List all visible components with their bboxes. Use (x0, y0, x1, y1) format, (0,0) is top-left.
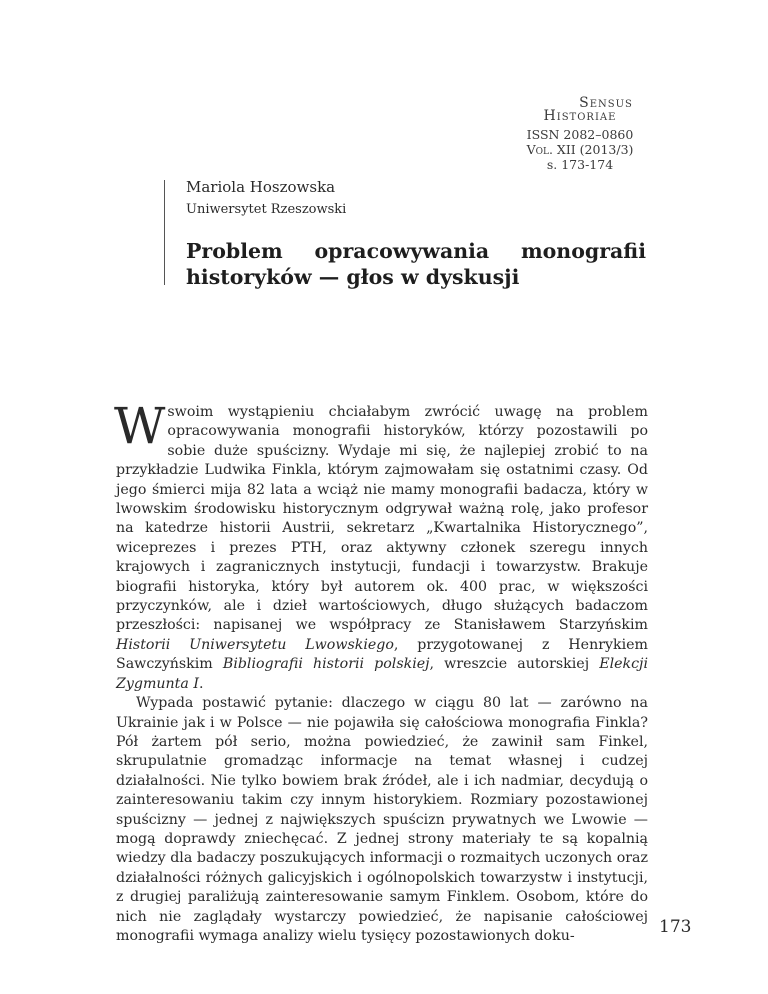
journal-name (500, 97, 660, 123)
journal-header (500, 97, 660, 172)
header-divider (164, 180, 165, 285)
book-title-3: Elekcji Zygmunta I (116, 656, 648, 692)
paragraph-1-text-a: swoim wystąpieniu chciałabym zwrócić uwagę na problem opracowywania monografii historyków, którzy pozostawili po sobie duże spuścizny. Wydaje mi się, że najlepiej zrobić to na przykładzie Ludwika Finkla, którym zajmowałam się ostatnimi czasy. Od jego śmierci mija 82 lata a wciąż nie mamy monografii badacza, który w lwowskim środowisku historycznym odgrywał ważną rolę, jako profesor na katedrze historii Austrii, sekretarz „Kwartalnika Historycznego”, wiceprezes i prezes PTH, oraz aktywny członek szeregu innych krajowych i zagranicznych instytucji, fundacji i towarzystw. Brakuje biografii historyka, który był autorem ok. 400 prac, w większości przyczynków, ale i dzieł wartościowych, długo służących badaczom przeszłości: napisanej we współpracy ze Stanisławem Starzyńskim (116, 404, 648, 634)
page-range: s. 173-174 (546, 157, 614, 172)
page-number: 173 (659, 917, 692, 937)
author-affiliation: Uniwersytet Rzeszowski (186, 202, 347, 217)
paragraph-1 (114, 397, 648, 694)
paragraph-1-text-b: , przygotowanej z Henrykiem Sawczyńskim (116, 636, 648, 673)
journal-meta (500, 127, 660, 172)
paragraph-1-text-c: , wreszcie autorskiej (429, 656, 600, 673)
issn: ISSN 2082–0860 (526, 127, 634, 142)
journal-name-line2: Historiae (543, 108, 617, 124)
author-name: Mariola Hoszowska (186, 178, 336, 196)
drop-cap: W (114, 397, 166, 455)
paragraph-2: Wypada postawić pytanie: dlaczego w ciągu 80 lat — zarówno na Ukrainie jak i w Polsce — nie pojawiła się całościowa monografia Finkla? Pół żartem pół serio, można powiedzieć, że zawinił sam Finkel, skrupulatnie gromadząc informacje na temat własnej i cudzej działalności. Nie tylko bowiem brak źródeł, ale i ich nadmiar, decydują o zainteresowaniu takim czy innym historykiem. Rozmiary pozostawionej spuścizny — jednej z największych spuścizn prywatnych we Lwowie — mogą doprawdy zniechęcać. Z jednej strony materiały te są kopalnią wiedzy dla badaczy poszukujących informacji o rozmaitych uczonych oraz działalności różnych galicyjskich i ogólnopolskich towarzystw i instytucji, z drugiej paraliżują zainteresowanie samym Finklem. Osobom, które do nich nie zaglądały wystarczy powiedzieć, że napisanie całościowej monografii wymaga analizy wielu tysięcy pozostawionych doku- (116, 695, 648, 944)
journal-name-line1: Sensus (579, 95, 633, 111)
article-title: Problem opracowywania monografii historyków — głos w dyskusji (186, 239, 646, 289)
article-body (114, 397, 648, 946)
paragraph-1-text-d: . (198, 675, 204, 692)
volume: Vol. XII (2013/3) (526, 142, 634, 157)
book-title-1: Historii Uniwersytetu Lwowskiego (116, 636, 394, 653)
book-title-2: Bibliografii historii polskiej (222, 656, 430, 673)
